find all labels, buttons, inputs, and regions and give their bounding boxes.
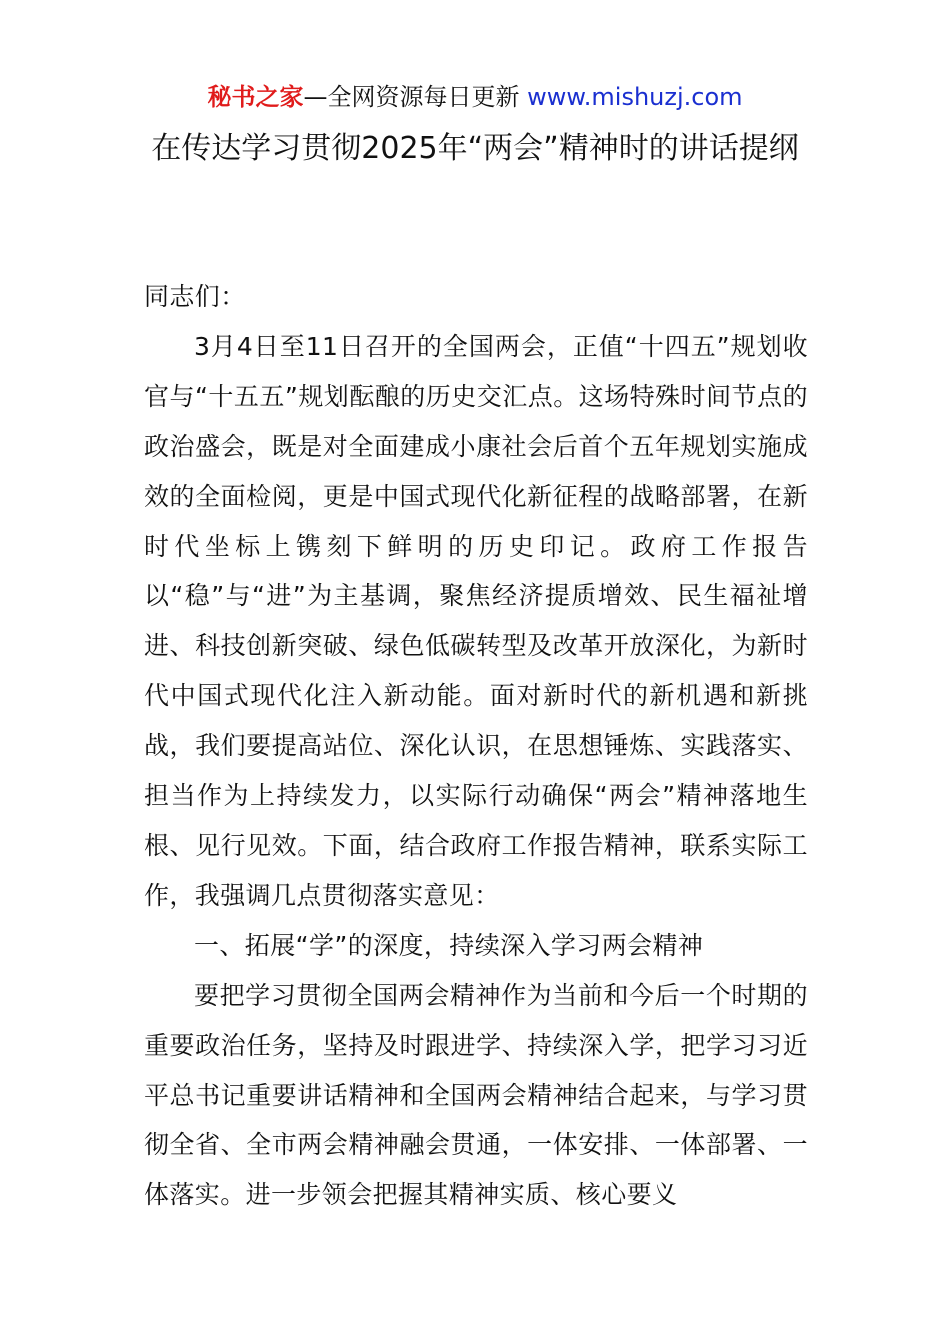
site-url-link[interactable]: www.mishuzj.com [527,83,743,111]
intro-paragraph: 3月4日至11日召开的全国两会，正值“十四五”规划收官与“十五五”规划酝酿的历史交汇点。这场特殊时间节点的政治盛会，既是对全面建成小康社会后首个五年规划实施成效的全面检阅，更是中国式现代化新征程的战略部署，在新时代坐标上镌刻下鲜明的历史印记。政府工作报告以“稳”与“进”为主基调，聚焦经济提质增效、民生福祉增进、科技创新突破、绿色低碳转型及改革开放深化，为新时代中国式现代化注入新动能。面对新时代的新机遇和新挑战，我们要提高站位、深化认识，在思想锤炼、实践落实、担当作为上持续发力，以实际行动确保“两会”精神落地生根、见行见效。下面，结合政府工作报告精神，联系实际工作，我强调几点贯彻落实意见： [144,331,808,910]
document-body [144,272,808,1220]
section-heading: 一、拓展“学”的深度，持续深入学习两会精神 [194,930,704,960]
site-brand: 秘书之家 [207,83,304,111]
site-header [0,80,950,114]
site-tagline: —全网资源每日更新 [303,83,528,111]
section-paragraph: 要把学习贯彻全国两会精神作为当前和今后一个时期的重要政治任务，坚持及时跟进学、持续深入学，把学习习近平总书记重要讲话精神和全国两会精神结合起来，与学习贯彻全省、全市两会精神融会贯通，一体安排、一体部署、一体落实。进一步领会把握其精神实质、核心要义 [144,980,808,1210]
document-title: 在传达学习贯彻2025年“两会”精神时的讲话提纲 [151,131,799,166]
salutation: 同志们： [144,282,246,311]
